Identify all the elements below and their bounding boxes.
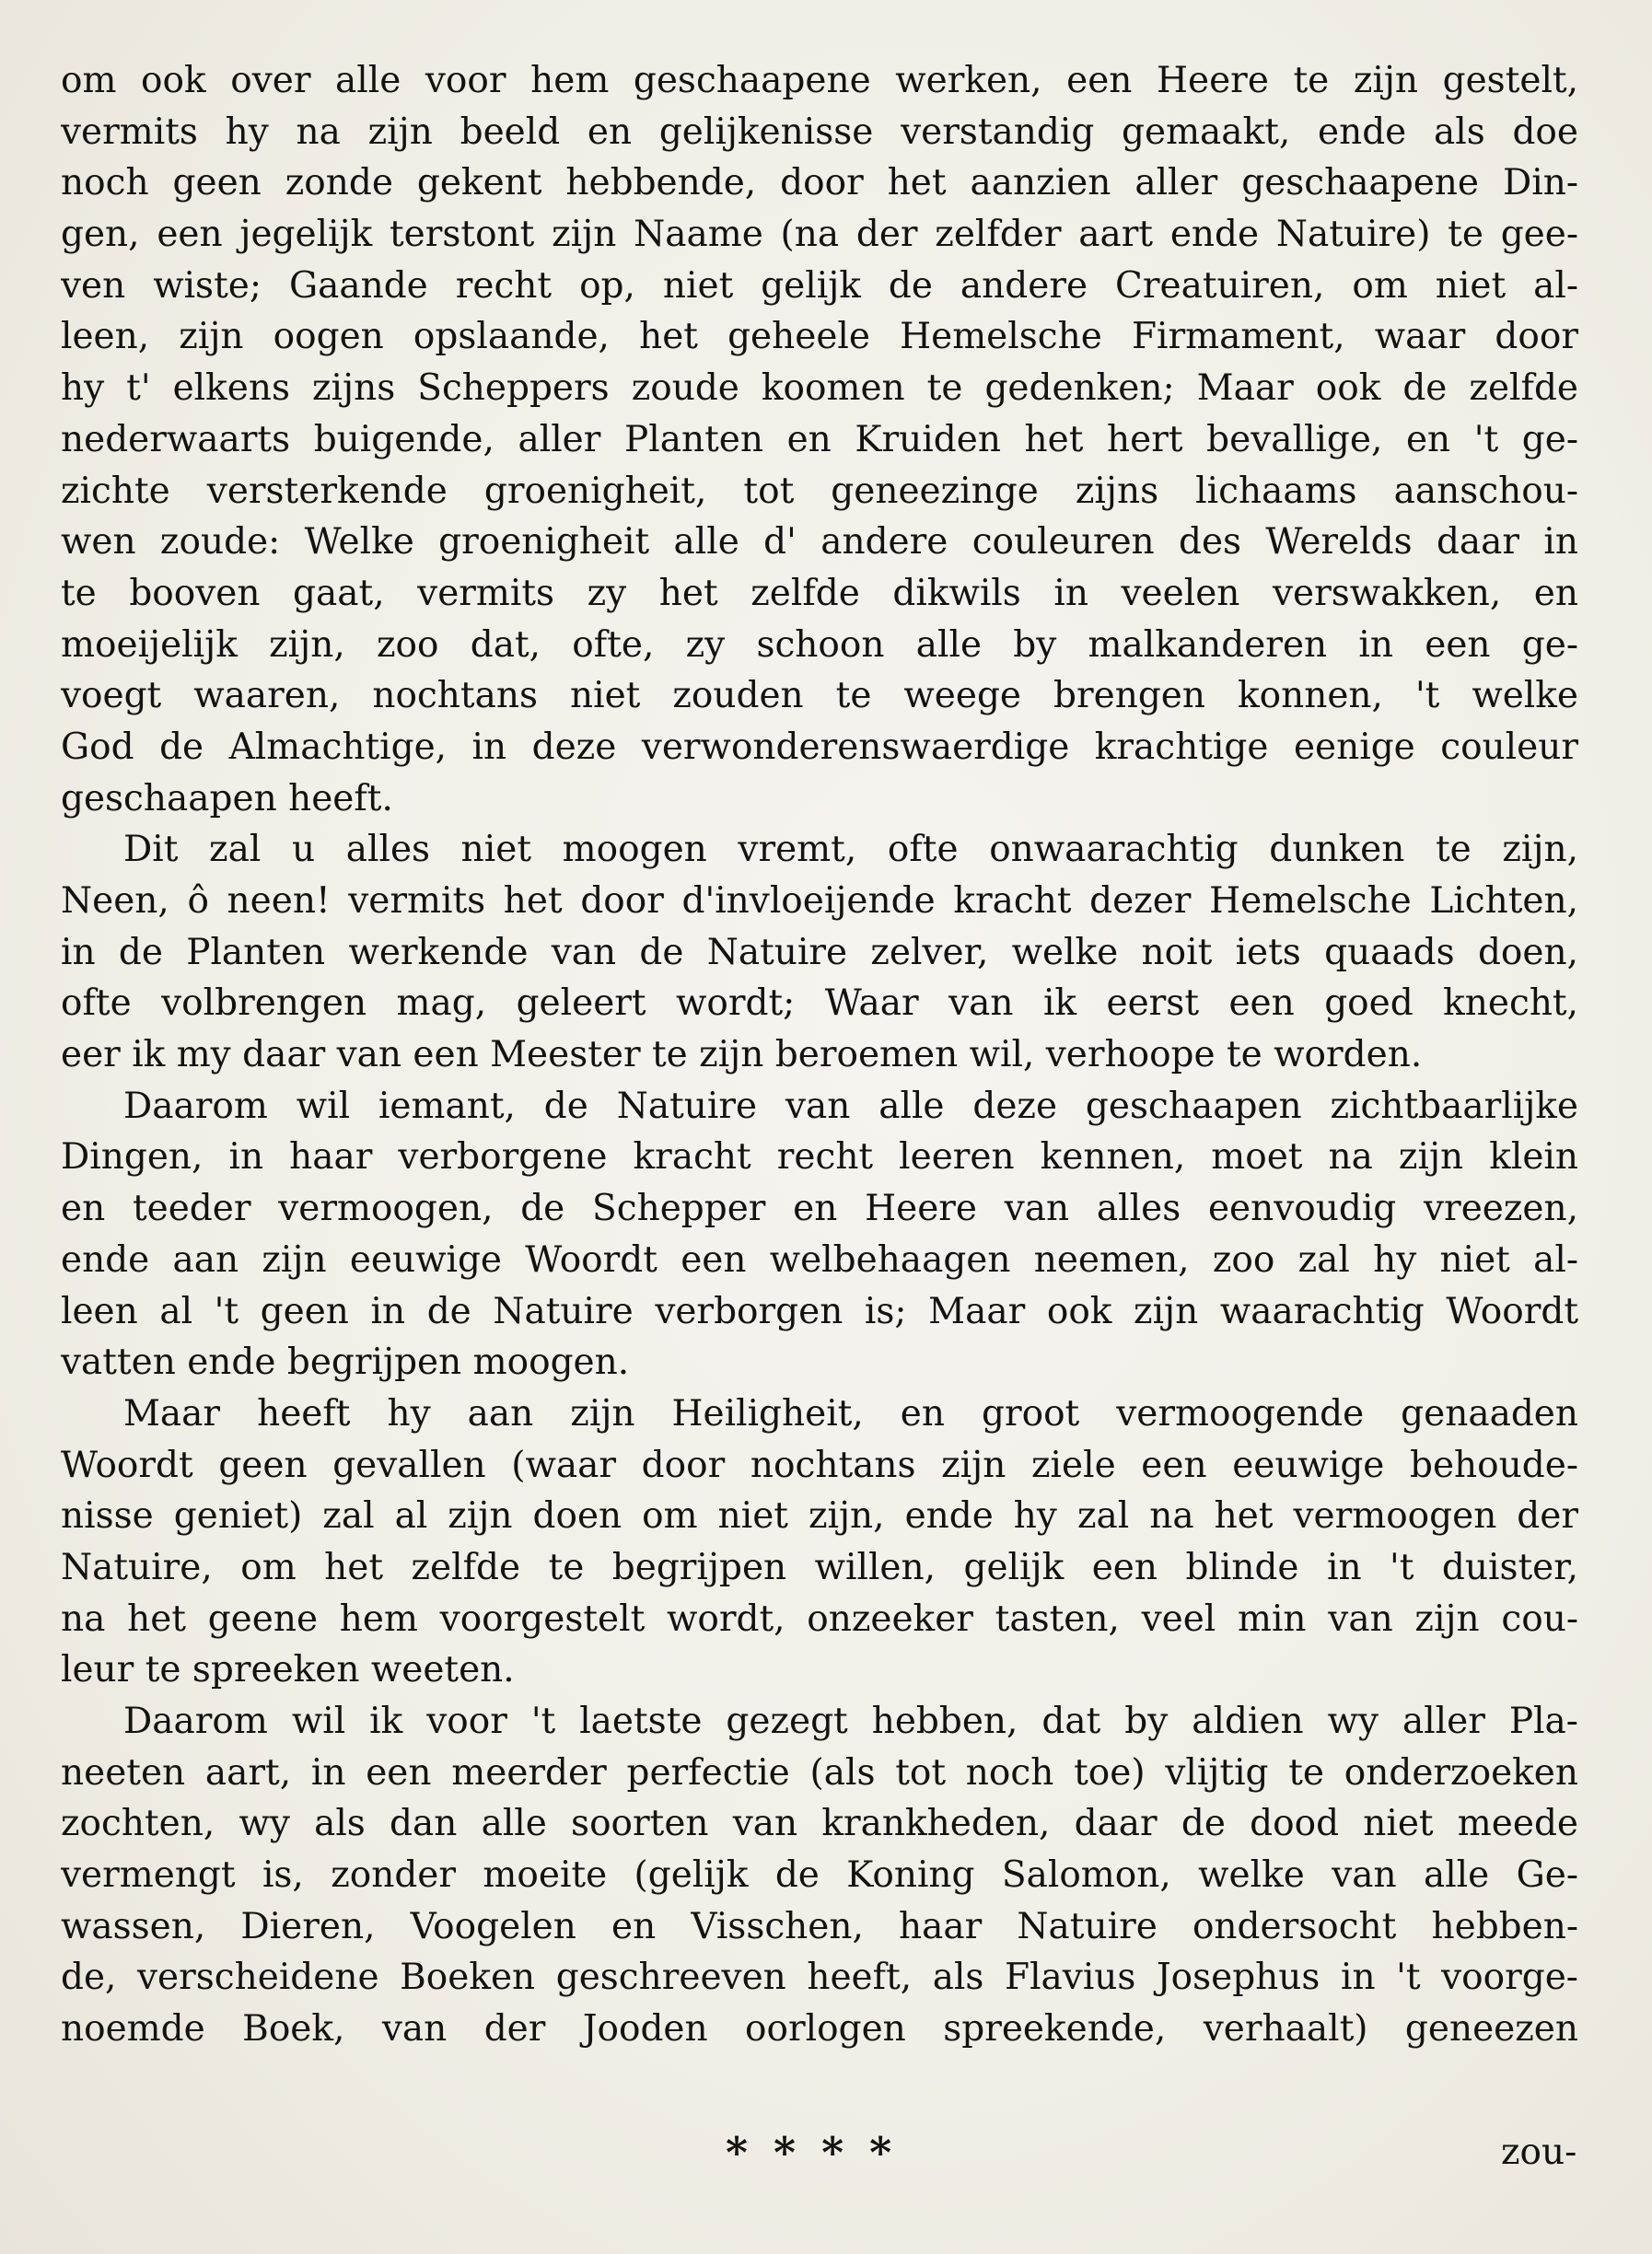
text-line: ende aan zijn eeuwige Woordt een welbehaagen neemen, zoo zal hy niet al- <box>61 1238 1578 1281</box>
text-line: zichte versterkende groenigheit, tot geneezinge zijns lichaams aanschou- <box>61 470 1578 512</box>
text-line: moeijelijk zijn, zoo dat, ofte, zy schoon alle by malkanderen in een ge- <box>61 623 1578 666</box>
text-line: te booven gaat, vermits zy het zelfde dikwils in veelen verswakken, en <box>61 572 1578 614</box>
text-line: hy t' elkens zijns Scheppers zoude koomen te gedenken; Maar ook de zelfde <box>61 367 1578 410</box>
body-text <box>61 55 1578 2055</box>
text-line: leen al 't geen in de Natuire verborgen is; Maar ook zijn waarachtig Woordt <box>61 1290 1578 1332</box>
text-line: om ook over alle voor hem geschaapene werken, een Heere te zijn gestelt, <box>61 60 1578 101</box>
text-line: gen, een jegelijk terstont zijn Naame (na der zelfder aart ende Natuire) te gee- <box>61 214 1578 256</box>
text-line: Dingen, in haar verborgene kracht recht leeren kennen, moet na zijn klein <box>61 1136 1578 1179</box>
paragraph-1 <box>61 55 1578 824</box>
text-line: God de Almachtige, in deze verwonderenswaerdige krachtige eenige couleur <box>61 726 1578 768</box>
paragraph-4 <box>61 1388 1578 1696</box>
text-line: Natuire, om het zelfde te begrijpen willen, gelijk een blinde in 't duister, <box>61 1546 1578 1588</box>
text-line: leen, zijn oogen opslaande, het geheele Hemelsche Firmament, waar door <box>61 316 1578 358</box>
signature-mark: **** <box>726 2128 918 2178</box>
text-line: zochten, wy als dan alle soorten van krankheden, daar de dood niet meede <box>61 1803 1578 1845</box>
text-line: Woordt geen gevallen (waar door nochtans zijn ziele een eeuwige behoude- <box>61 1444 1578 1486</box>
text-line: vatten ende begrijpen moogen. <box>61 1342 630 1384</box>
text-line: voegt waaren, nochtans niet zouden te weege brengen konnen, 't welke <box>61 675 1578 717</box>
text-line: Daarom wil ik voor 't laetste gezegt hebben, dat by aldien wy aller Pla- <box>123 1701 1578 1742</box>
text-line: Dit zal u alles niet moogen vremt, ofte onwaarachtig dunken te zijn, <box>123 829 1578 871</box>
text-line: nederwaarts buigende, aller Planten en Kruiden het hert bevallige, en 't ge- <box>61 418 1578 460</box>
catchword: zou- <box>1501 2132 1577 2173</box>
text-line: noch geen zonde gekent hebbende, door het aanzien aller geschaapene Din- <box>61 162 1578 204</box>
text-line: nisse geniet) zal al zijn doen om niet zijn, ende hy zal na het vermoogen der <box>61 1495 1578 1538</box>
text-line: noemde Boek, van der Jooden oorlogen spreekende, verhaalt) geneezen <box>61 2008 1578 2051</box>
text-line: Maar heeft hy aan zijn Heiligheit, en groot vermoogende genaaden <box>123 1392 1578 1435</box>
page-footer <box>0 2125 1652 2180</box>
text-line: vermengt is, zonder moeite (gelijk de Koning Salomon, welke van alle Ge- <box>61 1854 1578 1897</box>
text-line: vermits hy na zijn beeld en gelijkenisse verstandig gemaakt, ende als doe <box>61 110 1578 153</box>
text-line: geschaapen heeft. <box>61 777 393 819</box>
text-line: in de Planten werkende van de Natuire zelver, welke noit iets quaads doen, <box>61 931 1578 973</box>
text-line: ven wiste; Gaande recht op, niet gelijk de andere Creatuiren, om niet al- <box>61 264 1578 307</box>
text-line: leur te spreeken weeten. <box>61 1649 515 1691</box>
text-line: na het geene hem voorgestelt wordt, onzeeker tasten, veel min van zijn cou- <box>61 1598 1578 1640</box>
paragraph-3 <box>61 1081 1578 1388</box>
text-line: wen zoude: Welke groenigheit alle d' andere couleuren des Werelds daar in <box>61 521 1578 564</box>
text-line: en teeder vermoogen, de Schepper en Heere van alles eenvoudig vreezen, <box>61 1188 1578 1230</box>
paragraph-2 <box>61 824 1578 1080</box>
text-line: neeten aart, in een meerder perfectie (als tot noch toe) vlijtig te onderzoeken <box>61 1751 1578 1794</box>
text-line: eer ik my daar van een Meester te zijn beroemen wil, verhoope te worden. <box>61 1034 1423 1076</box>
text-line: Neen, ô neen! vermits het door d'invloeijende kracht dezer Hemelsche Lichten, <box>61 880 1578 922</box>
paragraph-5 <box>61 1696 1578 2055</box>
text-line: wassen, Dieren, Voogelen en Visschen, haar Natuire ondersocht hebben- <box>61 1905 1578 1947</box>
text-line: de, verscheidene Boeken geschreeven heeft, als Flavius Josephus in 't voorge- <box>61 1957 1578 1999</box>
text-line: Daarom wil iemant, de Natuire van alle deze geschaapen zichtbaarlijke <box>123 1085 1578 1127</box>
text-line: ofte volbrengen mag, geleert wordt; Waar van ik eerst een goed knecht, <box>61 982 1578 1025</box>
